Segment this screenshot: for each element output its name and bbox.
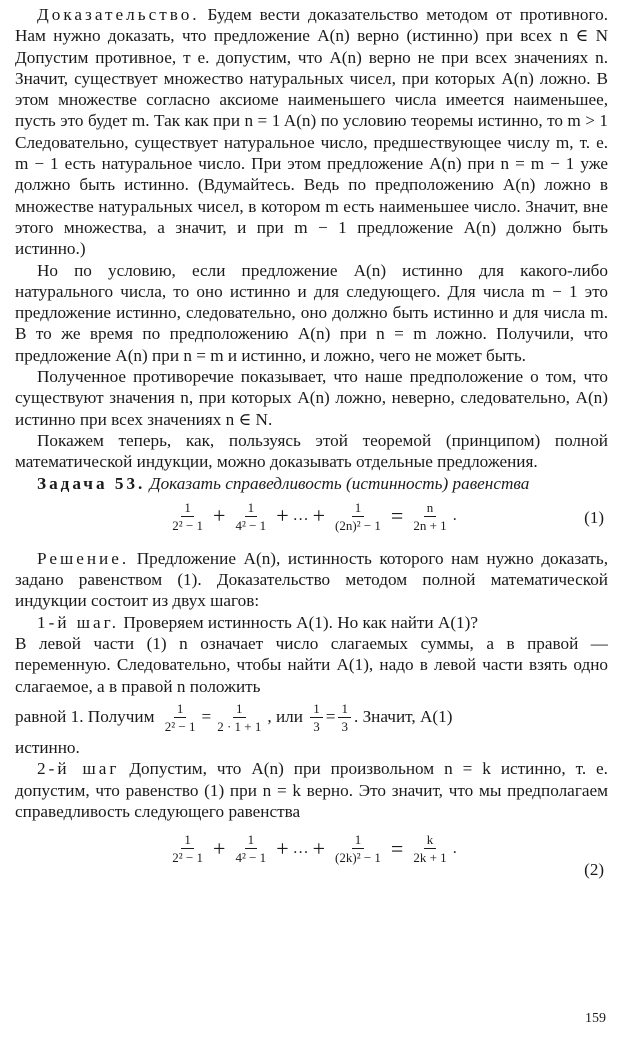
eq1-number: (1)	[584, 507, 604, 527]
task-text: Доказать справедливость (истинность) равенства	[145, 473, 530, 493]
proof-heading: Доказательство.	[37, 5, 200, 24]
step2-heading: 2-й шаг	[37, 759, 120, 779]
task-heading: Задача 53.	[37, 473, 146, 493]
eq1-term-n: $\frac{1}{\text{(2n)² − 1}}$	[335, 499, 381, 533]
eq1-dots: …	[292, 507, 309, 525]
inline-frac-c: $\frac{1}{3}$	[310, 701, 323, 734]
proof-text: Будем вести доказательство методом от противного. Нам нужно доказать, что предложение A(n) верно (истинно) при всех n ∈ N Допустим противное, т е. допустим, что A(n) верно не при всех значениях n. Значит, существует множество натуральных чисел, при которых A(n) ложно. В этом множестве согласно аксиоме наименьшего числа имеется наименьшее, пусть это будет m. Так как при n = 1 A(n) по условию теоремы истинно, то m > 1 Следовательно, существует натуральное число, предшествующее числу m, т. е. m − 1 есть натуральное число. При этом предложение A(n) при n = m − 1 уже должно быть истинно. (Вдумайтесь. Ведь по предположению A(n) ложно в множестве натуральных чисел, в котором m есть наименьшее число. Значит, вне этого множества, а значит, и при m − 1 предложение A(n) должно быть истинно.)	[15, 5, 608, 259]
step2-text: Допустим, что A(n) при произвольном n = k истинно, т. е. допустим, что равенство (1) при n = k верно. Это значит, что мы предполагаем справедливость следующего равенства	[15, 759, 608, 821]
eq1-term-2: $\frac{1}{\text{4² − 1}}$	[235, 499, 267, 533]
paragraph-4: Покажем теперь, как, пользуясь этой теоремой (принципом) полной математической индукции, можно доказывать отдельные предложения.	[15, 430, 608, 472]
equation-2: $\frac{1}{\text{2² − 1}}$ + $\frac{1}{\text{4² − 1}}$ + … + $\frac{1}{\text{(2k)² − 1}}$ = $\frac{k}{2k + 1}$ . (2)	[15, 822, 608, 884]
eq2-term-k: $\frac{1}{\text{(2k)² − 1}}$	[335, 832, 381, 866]
eq2-term-1: $\frac{1}{\text{2² − 1}}$	[172, 832, 204, 866]
step1-heading: 1-й шаг.	[37, 612, 120, 632]
solution-heading: Решение.	[37, 548, 130, 568]
eq2-dots: …	[292, 839, 309, 857]
step2-paragraph	[15, 758, 608, 822]
inline-frac-b: $\frac{1}{2 \cdot 1 + 1}$	[217, 701, 262, 735]
step1-inline-line: равной 1. Получим $\frac{1}{\text{2² − 1}}$ = $\frac{1}{2 \cdot 1 + 1}$ , или $\frac{1}{3}$ = $\frac{1}{3}$ . Значит, A(1)	[15, 701, 453, 735]
inline-frac-a: $\frac{1}{\text{2² − 1}}$	[164, 701, 196, 735]
step1-paragraph-b: В левой части (1) n означает число слагаемых суммы, а в правой — переменную. Следовательно, чтобы найти A(1), надо в левой части взять одно слагаемое, а в правой n положить	[15, 634, 608, 696]
eq2-term-2: $\frac{1}{\text{4² − 1}}$	[235, 832, 267, 866]
paragraph-3: Полученное противоречие показывает, что наше предположение о том, что существуют значения n, при которых A(n) ложно, неверно, следовательно, A(n) истинно при всех значениях n ∈ N.	[15, 367, 608, 429]
equation-1: $\frac{1}{\text{2² − 1}}$ + $\frac{1}{\text{4² − 1}}$ + … + $\frac{1}{\text{(2n)² − 1}}$ = $\frac{n}{2n + 1}$ . (1)	[15, 494, 608, 548]
page-number: 159	[585, 1011, 606, 1026]
step1-paragraph-d: истинно.	[15, 737, 80, 757]
paragraph-2: Но по условию, если предложение A(n) истинно для какого-либо натурального числа, то оно истинно и для следующего. Для числа m − 1 это предложение истинно, следовательно, оно должно быть истинно и для числа m. В то же время по предположению A(n) при n = m ложно. Получили, что предложение A(n) при n = m и истинно, и ложно, чего не может быть.	[15, 260, 608, 365]
solution-text: Предложение A(n), истинность которого нам нужно доказать, задано равенством (1). Доказательство методом полной математической индукции состоит из двух шагов:	[15, 548, 608, 611]
inline-frac-e: $\frac{1}{3}$	[338, 701, 351, 734]
task-paragraph	[15, 473, 608, 494]
proof-paragraph	[15, 4, 608, 260]
eq1-result: $\frac{n}{2n + 1}$	[413, 499, 447, 533]
eq1-term-1: $\frac{1}{\text{2² − 1}}$	[172, 499, 204, 533]
step1-text: Проверяем истинность A(1). Но как найти A(1)?	[119, 612, 478, 632]
step1-paragraph	[15, 612, 608, 633]
eq2-number: (2)	[584, 860, 604, 880]
eq2-result: $\frac{k}{2k + 1}$	[413, 832, 447, 866]
solution-paragraph	[15, 548, 608, 612]
